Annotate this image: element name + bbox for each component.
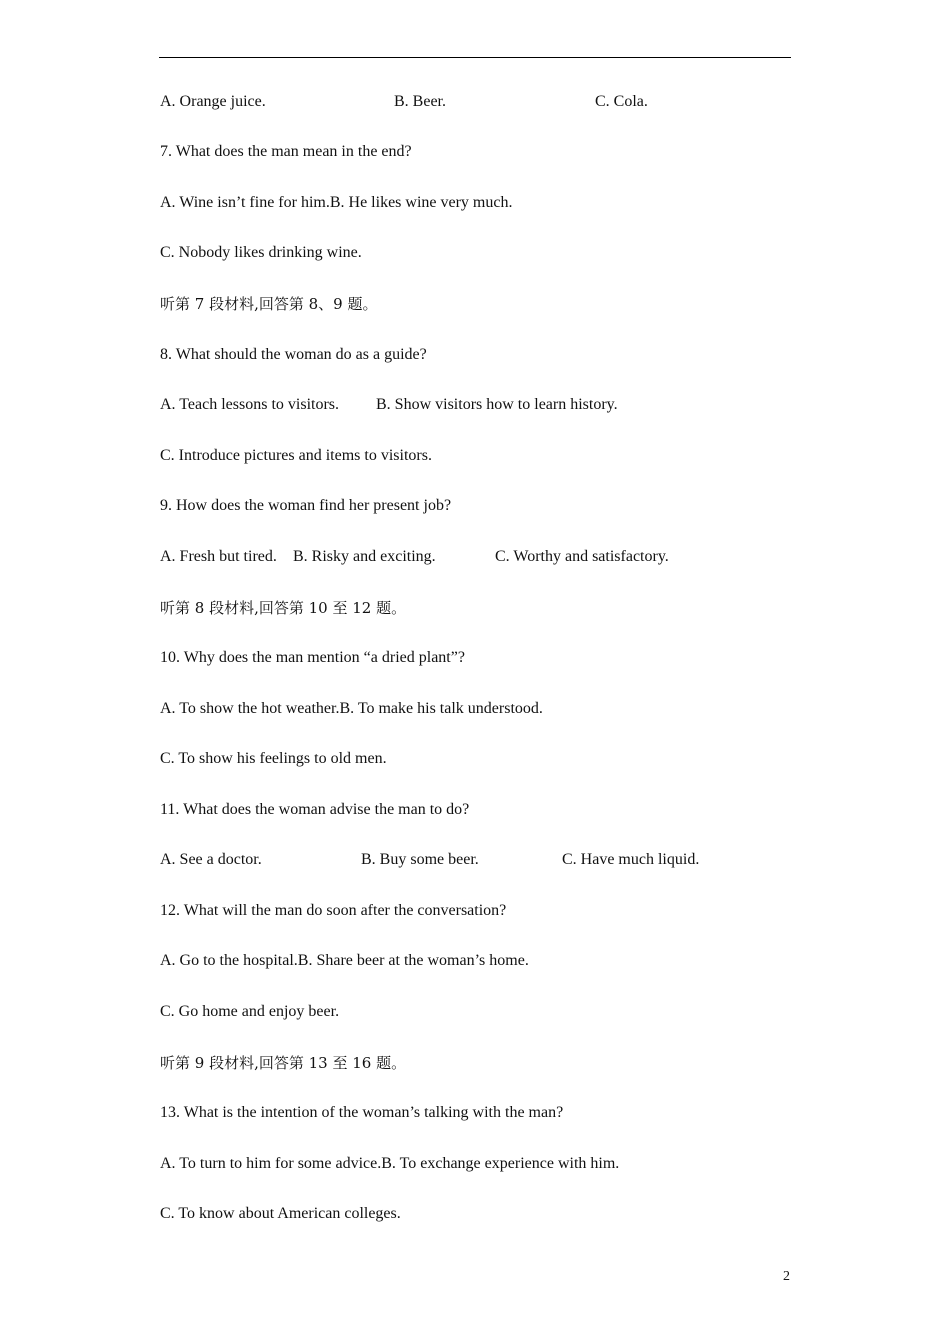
q9-options (160, 547, 760, 567)
q13-question: 13. What is the intention of the woman’s talking with the man? (160, 1104, 564, 1121)
q9-option-b: B. Risky and exciting. (293, 548, 436, 565)
q7-options-ab: A. Wine isn’t fine for him.B. He likes wine very much. (160, 194, 513, 211)
q10-question: 10. Why does the man mention “a dried plant”? (160, 649, 465, 666)
q7-option-c: C. Nobody likes drinking wine. (160, 244, 362, 261)
q11-option-b: B. Buy some beer. (361, 851, 479, 868)
header-rule (159, 57, 791, 58)
q8-option-a: A. Teach lessons to visitors. (160, 396, 340, 413)
q11-question: 11. What does the woman advise the man to do? (160, 801, 470, 818)
section-heading-9: 听第 9 段材料,回答第 13 至 16 题。 (160, 1054, 407, 1072)
q6-option-c: C. Cola. (595, 93, 648, 110)
q8-option-c: C. Introduce pictures and items to visitors. (160, 447, 432, 464)
q7-question: 7. What does the man mean in the end? (160, 143, 412, 160)
q6-option-b: B. Beer. (394, 93, 446, 110)
q12-options-ab: A. Go to the hospital.B. Share beer at the woman’s home. (160, 952, 529, 969)
q6-options (160, 92, 760, 112)
q11-option-a: A. See a doctor. (160, 851, 262, 868)
q8-options (160, 395, 760, 415)
q9-option-c: C. Worthy and satisfactory. (495, 548, 669, 565)
q13-option-c: C. To know about American colleges. (160, 1205, 401, 1222)
q9-question: 9. How does the woman find her present job? (160, 497, 452, 514)
page-number: 2 (783, 1269, 790, 1284)
q11-option-c: C. Have much liquid. (562, 851, 700, 868)
section-heading-7: 听第 7 段材料,回答第 8、9 题。 (160, 295, 378, 313)
q12-question: 12. What will the man do soon after the conversation? (160, 902, 507, 919)
q13-options-ab: A. To turn to him for some advice.B. To exchange experience with him. (160, 1155, 620, 1172)
q10-option-c: C. To show his feelings to old men. (160, 750, 387, 767)
q9-option-a: A. Fresh but tired. (160, 548, 277, 565)
q12-option-c: C. Go home and enjoy beer. (160, 1003, 340, 1020)
q6-option-a: A. Orange juice. (160, 93, 266, 110)
q10-options-ab: A. To show the hot weather.B. To make his talk understood. (160, 700, 543, 717)
section-heading-8: 听第 8 段材料,回答第 10 至 12 题。 (160, 599, 407, 617)
q11-options (160, 850, 760, 870)
q8-question: 8. What should the woman do as a guide? (160, 346, 427, 363)
q8-option-b: B. Show visitors how to learn history. (376, 396, 618, 413)
